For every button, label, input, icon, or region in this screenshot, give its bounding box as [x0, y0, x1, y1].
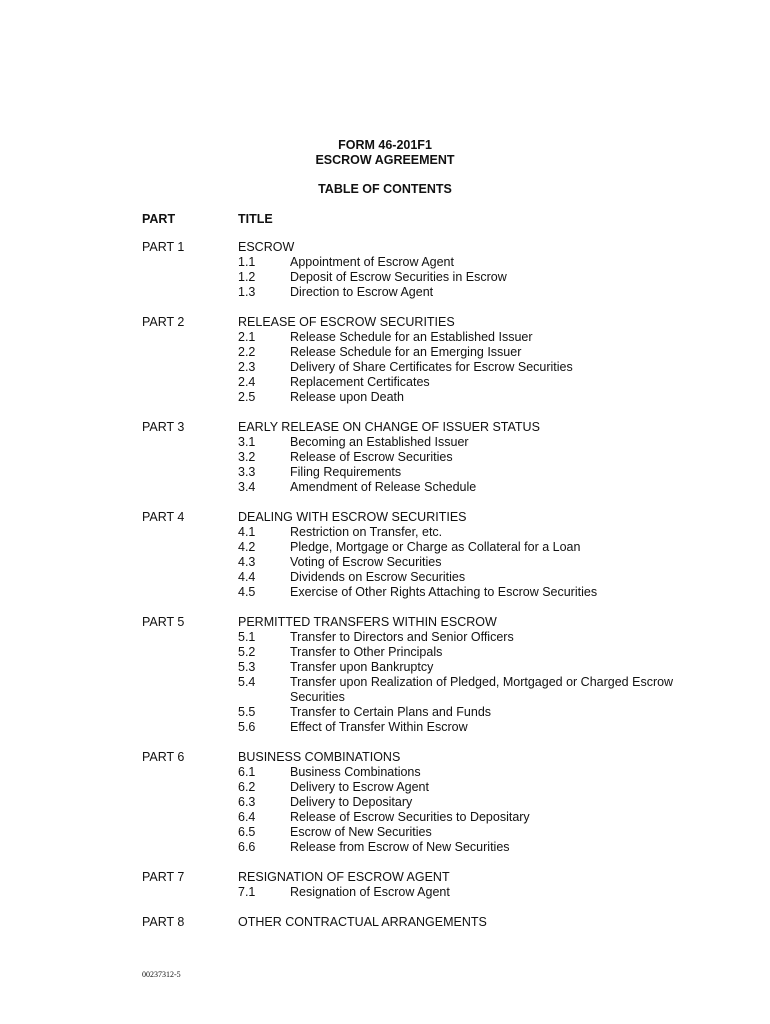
item-text: Transfer to Other Principals — [290, 645, 443, 659]
part-label: PART 8 — [142, 915, 185, 929]
document-code: 00237312-5 — [142, 970, 181, 979]
part-body — [238, 510, 688, 600]
toc-item — [238, 345, 688, 360]
item-text: Deposit of Escrow Securities in Escrow — [290, 270, 507, 284]
toc-item — [238, 645, 688, 660]
item-number: 6.2 — [238, 780, 256, 794]
item-text: Transfer upon Bankruptcy — [290, 660, 434, 674]
item-number: 5.6 — [238, 720, 256, 734]
agreement-title: ESCROW AGREEMENT — [315, 153, 455, 167]
item-number: 6.5 — [238, 825, 256, 839]
toc-item — [238, 885, 688, 900]
item-number: 2.4 — [238, 375, 256, 389]
part-body — [238, 750, 688, 855]
toc-item — [238, 540, 688, 555]
item-number: 1.3 — [238, 285, 256, 299]
part-label: PART 5 — [142, 615, 185, 629]
toc-part — [0, 420, 770, 495]
part-label: PART 2 — [142, 315, 185, 329]
toc-part — [0, 870, 770, 900]
toc-item — [238, 825, 688, 840]
toc-item — [238, 630, 688, 645]
column-header-part: PART — [142, 212, 176, 226]
item-number: 2.5 — [238, 390, 256, 404]
item-number: 4.2 — [238, 540, 256, 554]
item-number: 3.2 — [238, 450, 256, 464]
item-text: Effect of Transfer Within Escrow — [290, 720, 468, 734]
part-title: ESCROW — [238, 240, 295, 254]
toc-item — [238, 450, 688, 465]
part-body — [238, 420, 688, 495]
item-number: 7.1 — [238, 885, 256, 899]
item-text: Release Schedule for an Emerging Issuer — [290, 345, 522, 359]
item-text: Exercise of Other Rights Attaching to Escrow Securities — [290, 585, 598, 599]
item-text: Release of Escrow Securities — [290, 450, 453, 464]
toc-item — [238, 390, 688, 405]
toc-item — [238, 555, 688, 570]
toc-item — [238, 285, 688, 300]
toc-item — [238, 465, 688, 480]
item-number: 5.3 — [238, 660, 256, 674]
toc-item — [238, 705, 688, 720]
part-label: PART 4 — [142, 510, 185, 524]
toc-item — [238, 810, 688, 825]
item-number: 1.2 — [238, 270, 256, 284]
item-text: Release from Escrow of New Securities — [290, 840, 510, 854]
toc-item — [238, 840, 688, 855]
item-text: Pledge, Mortgage or Charge as Collateral for a Loan — [290, 540, 581, 554]
part-body — [238, 915, 688, 930]
toc-item — [238, 525, 688, 540]
toc-item — [238, 570, 688, 585]
toc-item — [238, 255, 688, 270]
part-title: EARLY RELEASE ON CHANGE OF ISSUER STATUS — [238, 420, 540, 434]
item-text: Delivery to Depositary — [290, 795, 413, 809]
toc-item — [238, 660, 688, 675]
item-number: 2.3 — [238, 360, 256, 374]
toc-part — [0, 240, 770, 300]
item-text: Replacement Certificates — [290, 375, 430, 389]
item-text: Release upon Death — [290, 390, 404, 404]
item-number: 4.5 — [238, 585, 256, 599]
part-title: PERMITTED TRANSFERS WITHIN ESCROW — [238, 615, 497, 629]
part-title: DEALING WITH ESCROW SECURITIES — [238, 510, 467, 524]
item-text: Escrow of New Securities — [290, 825, 432, 839]
item-number: 2.2 — [238, 345, 256, 359]
item-text: Resignation of Escrow Agent — [290, 885, 450, 899]
toc-item — [238, 435, 688, 450]
toc-item — [238, 780, 688, 795]
item-text: Transfer to Directors and Senior Officers — [290, 630, 514, 644]
item-text: Amendment of Release Schedule — [290, 480, 477, 494]
toc-item — [238, 795, 688, 810]
part-body — [238, 315, 688, 405]
toc-part — [0, 615, 770, 735]
item-number: 3.3 — [238, 465, 256, 479]
item-number: 1.1 — [238, 255, 256, 269]
toc-part — [0, 315, 770, 405]
part-body — [238, 870, 688, 900]
part-label: PART 1 — [142, 240, 185, 254]
item-number: 2.1 — [238, 330, 256, 344]
toc-item — [238, 375, 688, 390]
item-text: Filing Requirements — [290, 465, 402, 479]
item-number: 6.4 — [238, 810, 256, 824]
toc-part — [0, 510, 770, 600]
item-number: 4.1 — [238, 525, 256, 539]
item-number: 5.2 — [238, 645, 256, 659]
item-number: 6.1 — [238, 765, 256, 779]
part-label: PART 3 — [142, 420, 185, 434]
item-text: Transfer upon Realization of Pledged, Mortgaged or Charged Escrow Securities — [290, 675, 674, 704]
item-number: 3.1 — [238, 435, 256, 449]
part-label: PART 7 — [142, 870, 185, 884]
item-text: Release of Escrow Securities to Depositary — [290, 810, 530, 824]
item-text: Dividends on Escrow Securities — [290, 570, 466, 584]
item-number: 6.6 — [238, 840, 256, 854]
toc-item — [238, 480, 688, 495]
part-label: PART 6 — [142, 750, 185, 764]
part-title: BUSINESS COMBINATIONS — [238, 750, 401, 764]
item-text: Delivery to Escrow Agent — [290, 780, 429, 794]
part-body — [238, 240, 688, 300]
item-text: Direction to Escrow Agent — [290, 285, 434, 299]
item-number: 4.4 — [238, 570, 256, 584]
toc-item — [238, 360, 688, 375]
item-text: Restriction on Transfer, etc. — [290, 525, 443, 539]
item-number: 5.4 — [238, 675, 256, 689]
form-number: FORM 46-201F1 — [338, 138, 432, 152]
part-body — [238, 615, 688, 735]
part-title: OTHER CONTRACTUAL ARRANGEMENTS — [238, 915, 487, 929]
toc-item — [238, 675, 688, 705]
item-number: 6.3 — [238, 795, 256, 809]
item-text: Transfer to Certain Plans and Funds — [290, 705, 492, 719]
toc-part — [0, 915, 770, 930]
part-title: RELEASE OF ESCROW SECURITIES — [238, 315, 455, 329]
toc-title: TABLE OF CONTENTS — [318, 182, 452, 196]
toc-item — [238, 270, 688, 285]
item-text: Becoming an Established Issuer — [290, 435, 469, 449]
item-text: Appointment of Escrow Agent — [290, 255, 454, 269]
toc-item — [238, 765, 688, 780]
toc-item — [238, 720, 688, 735]
toc-item — [238, 585, 688, 600]
toc-part — [0, 750, 770, 855]
column-header-title: TITLE — [238, 212, 273, 226]
table-of-contents — [0, 240, 770, 945]
item-text: Delivery of Share Certificates for Escrow Securities — [290, 360, 573, 374]
item-number: 3.4 — [238, 480, 256, 494]
item-text: Voting of Escrow Securities — [290, 555, 442, 569]
toc-item — [238, 330, 688, 345]
item-number: 4.3 — [238, 555, 256, 569]
part-title: RESIGNATION OF ESCROW AGENT — [238, 870, 450, 884]
item-text: Business Combinations — [290, 765, 421, 779]
item-number: 5.5 — [238, 705, 256, 719]
item-number: 5.1 — [238, 630, 256, 644]
item-text: Release Schedule for an Established Issuer — [290, 330, 533, 344]
